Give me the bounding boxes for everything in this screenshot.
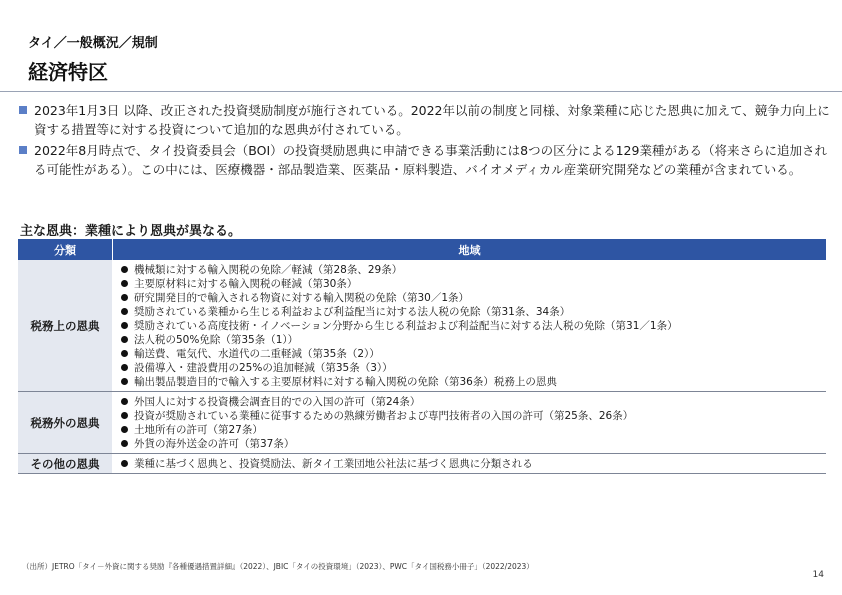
square-bullet-icon xyxy=(19,106,27,114)
list-item xyxy=(119,395,826,409)
bullet-dot-icon xyxy=(121,364,128,371)
table-row xyxy=(18,392,826,454)
bullet-dot-icon xyxy=(121,280,128,287)
category-cell: 税務上の恩典 xyxy=(18,260,113,392)
bullet-dot-icon xyxy=(121,398,128,405)
section-heading: 主な恩典：業種により恩典が異なる。 xyxy=(20,224,242,239)
list-item-text: 設備導入・建設費用の25%の追加軽減（第35条（3）） xyxy=(134,362,393,374)
intro-bullet xyxy=(18,101,830,139)
list-item-text: 主要原材料に対する輸入関税の軽減（第30条） xyxy=(134,278,358,290)
page-title: 経済特区 xyxy=(28,60,108,84)
list-item xyxy=(119,457,826,471)
list-item xyxy=(119,277,826,291)
list-item xyxy=(119,375,826,389)
benefit-items-cell xyxy=(113,260,827,392)
list-item xyxy=(119,291,826,305)
list-item-text: 研究開発目的で輸入される物資に対する輸入関税の免除（第30／1条） xyxy=(134,292,470,304)
table-row xyxy=(18,260,826,392)
bullet-dot-icon xyxy=(121,322,128,329)
page-number: 14 xyxy=(812,570,824,580)
list-item xyxy=(119,305,826,319)
bullet-dot-icon xyxy=(121,336,128,343)
list-item xyxy=(119,263,826,277)
benefit-items-cell xyxy=(113,454,827,474)
list-item-text: 外国人に対する投資機会調査目的での入国の許可（第24条） xyxy=(134,396,421,408)
list-item-text: 機械類に対する輸入関税の免除／軽減（第28条、29条） xyxy=(134,264,403,276)
list-item-text: 輸送費、電気代、水道代の二重軽減（第35条（2）） xyxy=(134,348,380,360)
bullet-dot-icon xyxy=(121,426,128,433)
list-item xyxy=(119,361,826,375)
list-item-text: 法人税の50%免除（第35条（1）） xyxy=(134,334,299,346)
benefit-list xyxy=(113,392,826,453)
list-item-text: 業種に基づく恩典と、投資奨励法、新タイ工業団地公社法に基づく恩典に分類される xyxy=(134,458,533,470)
list-item-text: 土地所有の許可（第27条） xyxy=(134,424,263,436)
intro-bullet-text: 2022年8月時点で、タイ投資委員会（BOI）の投資奨励恩典に申請できる事業活動には8つの区分による129業種がある（将来さらに追加される可能性がある）。この中には、医療機器・部品製造業、医薬品・原料製造、バイオメディカル産業研究開発などの業種が含まれている。 xyxy=(34,143,827,177)
benefit-items-cell xyxy=(113,392,827,454)
list-item xyxy=(119,333,826,347)
column-header-category: 分類 xyxy=(18,239,113,260)
list-item-text: 奨励されている高度技術・イノベーション分野から生じる利益および利益配当に対する法人税の免除（第31／1条） xyxy=(134,320,678,332)
table-body xyxy=(18,260,826,474)
intro-bullet-text: 2023年1月3日 以降、改正された投資奨励制度が施行されている。2022年以前の制度と同様、対象業種に応じた恩典に加えて、競争力向上に資する措置等に対する投資について追加的な恩典が付されている。 xyxy=(34,103,830,137)
benefit-list xyxy=(113,454,826,473)
list-item xyxy=(119,437,826,451)
category-cell: その他の恩典 xyxy=(18,454,113,474)
table-row xyxy=(18,454,826,474)
table-header-row xyxy=(18,239,826,260)
list-item-text: 外貨の海外送金の許可（第37条） xyxy=(134,438,295,450)
category-cell: 税務外の恩典 xyxy=(18,392,113,454)
list-item xyxy=(119,319,826,333)
bullet-dot-icon xyxy=(121,266,128,273)
list-item-text: 輸出製品製造目的で輸入する主要原材料に対する輸入関税の免除（第36条）税務上の恩典 xyxy=(134,376,557,388)
bullet-dot-icon xyxy=(121,308,128,315)
list-item-text: 投資が奨励されている業種に従事するための熟練労働者および専門技術者の入国の許可（第25条、26条） xyxy=(134,410,634,422)
list-item xyxy=(119,423,826,437)
breadcrumb: タイ／一般概況／規制 xyxy=(28,36,158,51)
bullet-dot-icon xyxy=(121,378,128,385)
bullet-dot-icon xyxy=(121,294,128,301)
intro-bullets xyxy=(18,101,830,181)
benefits-table xyxy=(18,239,826,474)
source-note: （出所）JETRO「タイ－外資に関する奨励『各種優遇措置詳細』（2022）、JBIC「タイの投資環境」（2023）、PWC「タイ国税務小冊子」（2022/2023） xyxy=(22,562,534,571)
list-item xyxy=(119,409,826,423)
bullet-dot-icon xyxy=(121,350,128,357)
square-bullet-icon xyxy=(19,146,27,154)
list-item-text: 奨励されている業種から生じる利益および利益配当に対する法人税の免除（第31条、34条） xyxy=(134,306,571,318)
benefit-list xyxy=(113,260,826,391)
title-divider xyxy=(0,91,842,92)
list-item xyxy=(119,347,826,361)
intro-bullet xyxy=(18,141,830,179)
column-header-region: 地域 xyxy=(113,239,827,260)
bullet-dot-icon xyxy=(121,412,128,419)
bullet-dot-icon xyxy=(121,460,128,467)
bullet-dot-icon xyxy=(121,440,128,447)
